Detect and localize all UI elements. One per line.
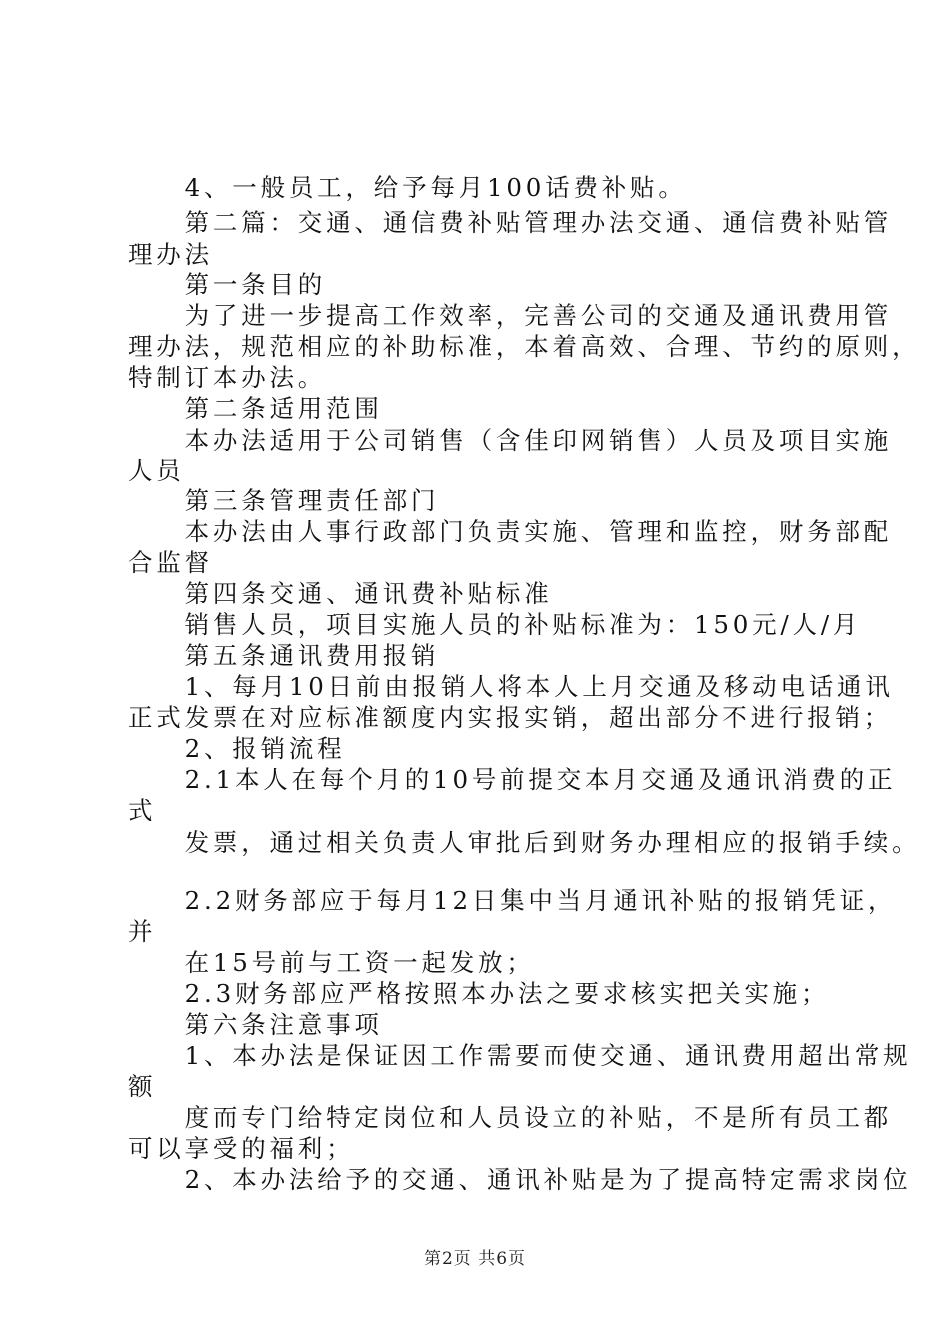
text-line: 理办法 bbox=[128, 240, 213, 269]
text-line: 2、本办法给予的交通、通讯补贴是为了提高特定需求岗位 bbox=[128, 1165, 912, 1194]
text-line: 人员 bbox=[128, 456, 185, 485]
text-line: 度而专门给特定岗位和人员设立的补贴，不是所有员工都 bbox=[128, 1103, 893, 1132]
text-line: 第二条适用范围 bbox=[128, 394, 383, 423]
text-line: 第六条注意事项 bbox=[128, 1010, 383, 1039]
text-line: 正式发票在对应标准额度内实报实销，超出部分不进行报销； bbox=[128, 703, 893, 732]
text-line: 第二篇：交通、通信费补贴管理办法交通、通信费补贴管 bbox=[128, 208, 893, 237]
text-line: 理办法，规范相应的补助标准，本着高效、合理、节约的原则， bbox=[128, 332, 921, 361]
text-line: 第三条管理责任部门 bbox=[128, 486, 440, 515]
text-line: 2.1本人在每个月的10号前提交本月交通及通讯消费的正 bbox=[128, 765, 897, 794]
text-line: 本办法适用于公司销售（含佳印网销售）人员及项目实施 bbox=[128, 426, 893, 455]
text-line: 2、报销流程 bbox=[128, 734, 346, 763]
text-line: 并 bbox=[128, 917, 157, 946]
text-line: 1、每月10日前由报销人将本人上月交通及移动电话通讯 bbox=[128, 672, 894, 701]
text-line: 销售人员，项目实施人员的补贴标准为：150元/人/月 bbox=[128, 610, 862, 639]
text-line: 1、本办法是保证因工作需要而使交通、通讯费用超出常规 bbox=[128, 1041, 912, 1070]
text-line: 2.3财务部应严格按照本办法之要求核实把关实施； bbox=[128, 979, 830, 1008]
text-line: 本办法由人事行政部门负责实施、管理和监控，财务部配 bbox=[128, 517, 893, 546]
text-line: 在15号前与工资一起发放； bbox=[128, 948, 535, 977]
text-line: 式 bbox=[128, 796, 157, 825]
text-line: 4、一般员工，给予每月100话费补贴。 bbox=[128, 173, 687, 202]
text-line: 发票，通过相关负责人审批后到财务办理相应的报销手续。 bbox=[128, 828, 921, 857]
text-line: 第一条目的 bbox=[128, 270, 327, 299]
text-line: 可以享受的福利； bbox=[128, 1134, 355, 1163]
text-line: 2.2财务部应于每月12日集中当月通讯补贴的报销凭证， bbox=[128, 886, 897, 915]
text-line: 第四条交通、通讯费补贴标准 bbox=[128, 579, 553, 608]
page-footer: 第2页 共6页 bbox=[423, 1249, 527, 1269]
text-line: 额 bbox=[128, 1072, 157, 1101]
text-line: 为了进一步提高工作效率，完善公司的交通及通讯费用管 bbox=[128, 301, 893, 330]
text-line: 第五条通讯费用报销 bbox=[128, 641, 440, 670]
text-line: 合监督 bbox=[128, 548, 213, 577]
text-line: 特制订本办法。 bbox=[128, 363, 327, 392]
